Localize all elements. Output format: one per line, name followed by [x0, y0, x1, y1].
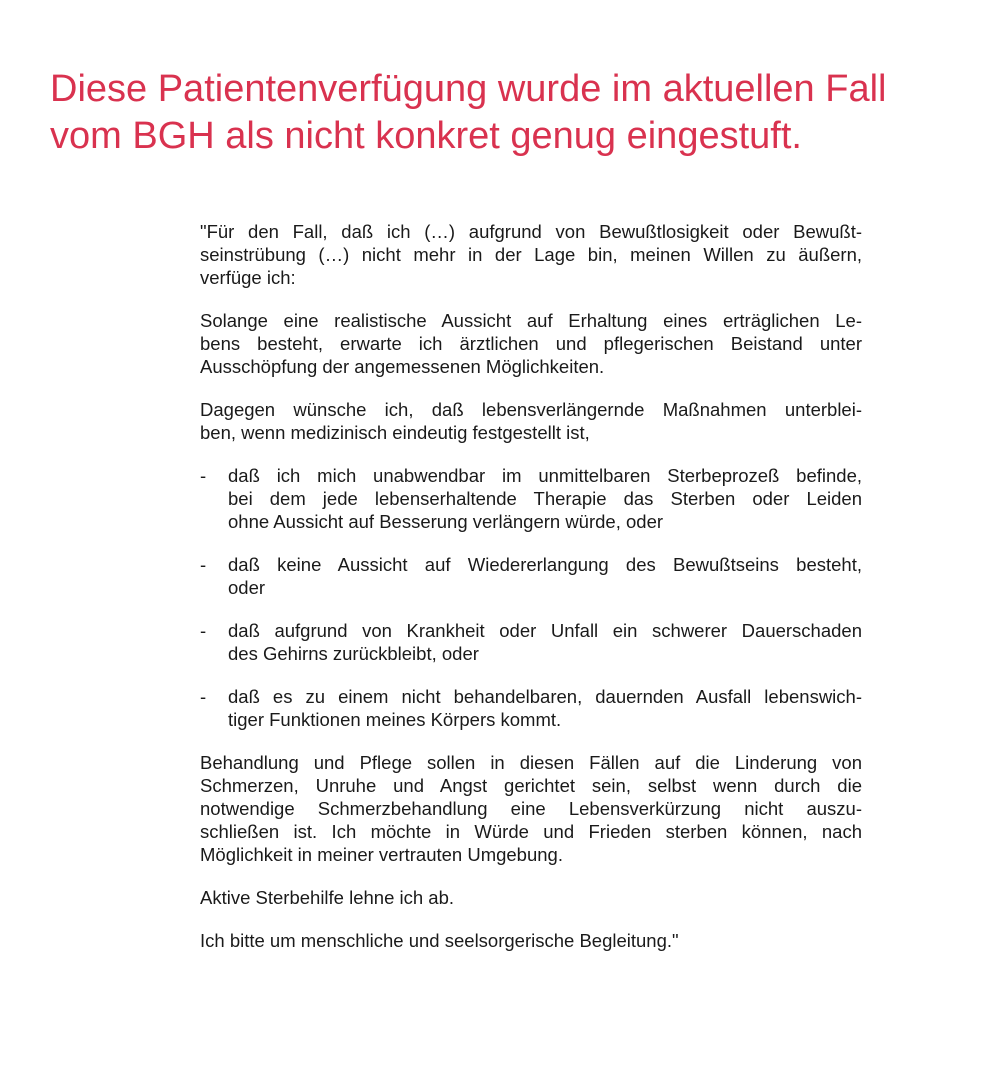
begleitung-paragraph — [200, 929, 862, 952]
text-line: Aktive Sterbehilfe lehne ich ab. — [200, 887, 455, 908]
text-line: tiger Funktionen meines Körpers kommt. — [228, 709, 562, 730]
text-line: Möglichkeit in meiner vertrauten Umgebung. — [200, 844, 563, 865]
text-line: bens besteht, erwarte ich ärztlichen und pflegerischen Beistand unter — [200, 333, 862, 354]
text-line: Dagegen wünsche ich, daß lebensverlängernde Maßnahmen unterblei- — [200, 399, 862, 420]
text-line: daß aufgrund von Krankheit oder Unfall ein schwerer Dauerschaden — [228, 620, 862, 641]
list-dash: - — [200, 554, 207, 575]
text-line: schließen ist. Ich möchte in Würde und Frieden sterben können, nach — [200, 821, 862, 842]
text-line: bei dem jede lebenserhaltende Therapie das Sterben oder Leiden — [228, 488, 862, 509]
text-line: Schmerzen, Unruhe und Angst gerichtet sein, selbst wenn durch die — [200, 775, 862, 796]
headline-line-1: Diese Patientenverfügung wurde im aktuellen Fall — [50, 68, 887, 110]
living-will-quote — [200, 220, 862, 972]
headline — [50, 66, 990, 160]
text-line: "Für den Fall, daß ich (…) aufgrund von Bewußtlosigkeit oder Bewußt- — [200, 221, 862, 242]
condition-item-4 — [200, 685, 862, 731]
text-line: ben, wenn medizinisch eindeutig festgestellt ist, — [200, 422, 590, 443]
text-line: daß keine Aussicht auf Wiedererlangung des Bewußtseins besteht, — [228, 554, 862, 575]
text-line: Ich bitte um menschliche und seelsorgerische Begleitung." — [200, 930, 679, 951]
list-dash: - — [200, 620, 207, 641]
text-line: daß es zu einem nicht behandelbaren, dauernden Ausfall lebenswich- — [228, 686, 862, 707]
intro-paragraph — [200, 220, 862, 289]
text-line: ohne Aussicht auf Besserung verlängern würde, oder — [228, 511, 664, 532]
solange-paragraph — [200, 309, 862, 378]
list-dash: - — [200, 686, 207, 707]
text-line: Behandlung und Pflege sollen in diesen Fällen auf die Linderung von — [200, 752, 862, 773]
dagegen-paragraph — [200, 398, 862, 444]
text-line: notwendige Schmerzbehandlung eine Lebensverkürzung nicht auszu- — [200, 798, 862, 819]
condition-item-3 — [200, 619, 862, 665]
condition-item-1 — [200, 464, 862, 533]
text-line: oder — [228, 577, 266, 598]
text-line: des Gehirns zurückbleibt, oder — [228, 643, 479, 664]
headline-line-2: vom BGH als nicht konkret genug eingestuft. — [50, 115, 802, 157]
text-line: Ausschöpfung der angemessenen Möglichkeiten. — [200, 356, 605, 377]
behandlung-paragraph — [200, 751, 862, 866]
text-line: seinstrübung (…) nicht mehr in der Lage bin, meinen Willen zu äußern, — [200, 244, 862, 265]
condition-item-2 — [200, 553, 862, 599]
text-line: daß ich mich unabwendbar im unmittelbaren Sterbeprozeß befinde, — [228, 465, 862, 486]
text-line: verfüge ich: — [200, 267, 296, 288]
aktive-sterbehilfe-paragraph — [200, 886, 862, 909]
list-dash: - — [200, 465, 207, 486]
text-line: Solange eine realistische Aussicht auf Erhaltung eines erträglichen Le- — [200, 310, 862, 331]
